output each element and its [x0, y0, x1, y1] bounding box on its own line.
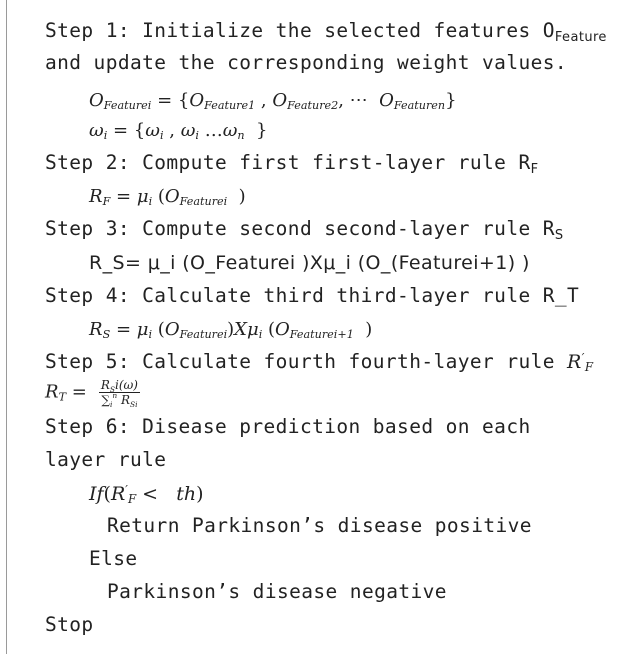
step-6-line: Step 6: Disease prediction based on each [45, 415, 531, 438]
step-1-continuation: and update the corresponding weight values. [45, 51, 568, 74]
step-4-line: Step 4: Calculate third third-layer rule R_T [45, 284, 580, 307]
step-3-line [45, 216, 564, 242]
step-3-subscript: S [554, 228, 564, 243]
rf-prime-symbol: $R'_F$ [567, 351, 594, 374]
step-3-formula: R_S= μ_i (O_Featurei )Xμ_i (O_(Featurei+1) ) [89, 252, 530, 274]
formula-rs: $R_S = \mu_i$ $(O_{Featurei})X\mu_i$ ($O_{Featurei+1}$ ) [89, 319, 373, 341]
formula-rt: $R_T$ = $\frac{R_Si(\omega)}{\sum_i^n R_{Si}}$ [45, 378, 138, 409]
return-positive-line: Return Parkinson’s disease positive [107, 514, 532, 537]
step-1-subscript: Feature [554, 30, 607, 45]
if-condition: $If(R'_F < th)$ [89, 483, 204, 506]
formula-rf: $R_F = \mu_i$ ($O_{Featurei}$ ) [89, 186, 246, 208]
step-5-text: Step 5: Calculate fourth fourth-layer rule [45, 350, 568, 373]
formula-weights: $\omega_i = \{\omega_i$ , $\omega_i$ $\dots\omega_n$ } [89, 120, 268, 142]
step-2-line [45, 150, 539, 176]
formula-feature-set: $O_{Featurei} = \{O_{Feature1}$ , $O_{Feature2}$, ⋯ $O_{Featuren}$} [89, 90, 457, 112]
step-2-text: Step 2: Compute first first-layer rule R [45, 151, 531, 174]
step-1-line [45, 18, 607, 44]
formula-rt-fraction: $\frac{R_Si(\omega)}{\sum_i^n R_{Si}}$ [100, 378, 138, 409]
document-frame [6, 0, 637, 654]
else-line: Else [89, 547, 138, 570]
step-2-subscript: F [530, 162, 539, 177]
negative-line: Parkinson’s disease negative [107, 580, 447, 603]
step-1-text: Step 1: Initialize the selected features O [45, 19, 555, 42]
step-5-line [45, 349, 593, 375]
stop-line: Stop [45, 613, 94, 636]
step-3-text: Step 3: Compute second second-layer rule R [45, 217, 555, 240]
step-6-continuation: layer rule [45, 448, 167, 471]
